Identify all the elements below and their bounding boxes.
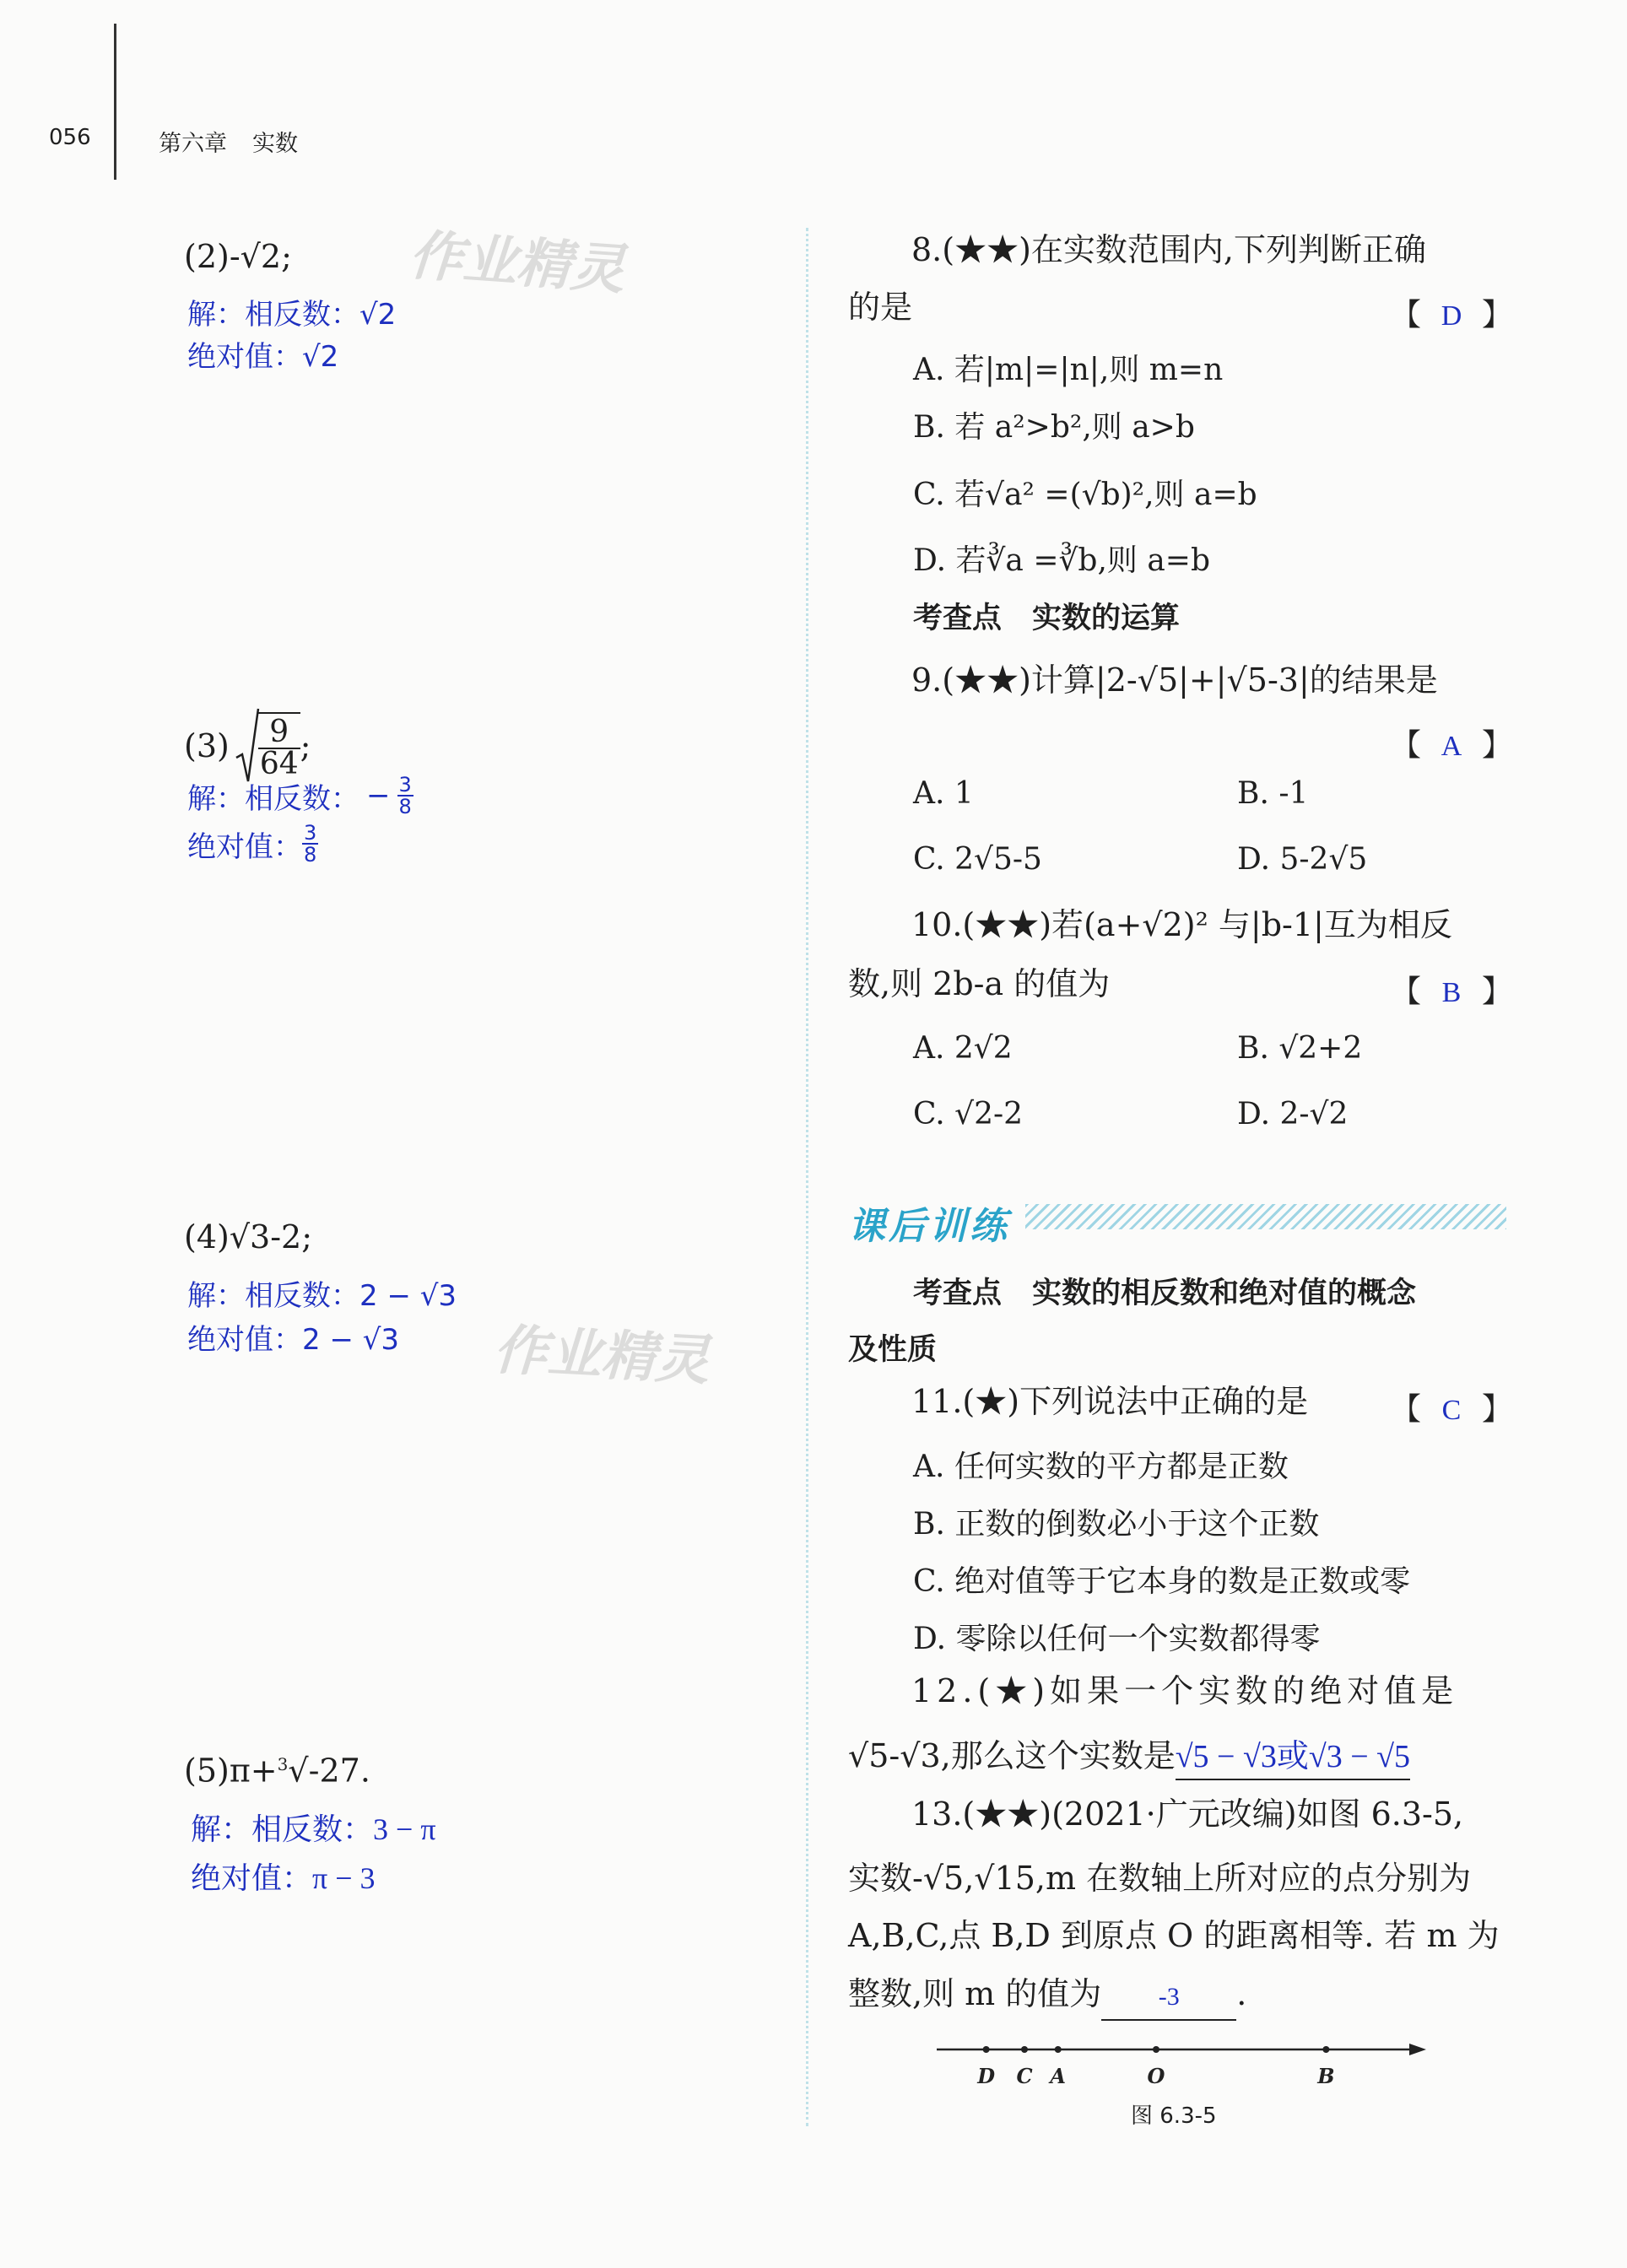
q10-option-a: A. 2√2: [913, 1031, 1013, 1066]
problem-4: (4)√3-2;: [184, 1218, 313, 1256]
q10-option-b: B. √2+2: [1237, 1031, 1363, 1066]
radicand-fraction: $\frac{9}{64}$: [258, 712, 300, 780]
q9-option-b: B. -1: [1237, 776, 1309, 811]
number-line-point-C: [1021, 2046, 1028, 2053]
figure-caption: 图 6.3-5: [1131, 2103, 1217, 2129]
section-heading-operations: 考查点 实数的运算: [913, 602, 1181, 635]
q12-stem-line1: 12.(★)如果一个实数的绝对值是: [911, 1672, 1459, 1709]
problem-3-answer-abs: 绝对值： $\frac{3}{8}$: [187, 821, 317, 867]
q13-answer: -3: [1101, 1975, 1236, 2021]
q8-option-a: A. 若|m|=|n|,则 m=n: [913, 353, 1224, 387]
q10-stem-line1: 10.(★★)若(a+√2)² 与|b-1|互为相反: [911, 906, 1452, 943]
q12-stem-line2: √5-√3,那么这个实数是√5 − √3或√3 − √5: [848, 1734, 1410, 1780]
q11-answer-bracket: 【 C 】: [1391, 1392, 1513, 1427]
q10-option-d: D. 2-√2: [1237, 1097, 1349, 1131]
problem-5-answer-opposite: 解：相反数：3 − π: [191, 1812, 436, 1847]
q9-stem: 9.(★★)计算|2-√5|+|√5-3|的结果是: [911, 662, 1438, 699]
radical-sign: [235, 707, 260, 785]
section-heading-concepts-line2: 及性质: [848, 1333, 938, 1367]
problem-3-answer-opposite: 解：相反数： − $\frac{3}{8}$: [187, 773, 412, 818]
number-line-label-D: D: [977, 2064, 996, 2088]
banner-hatching: [1025, 1204, 1506, 1229]
q8-answer-bracket: 【 D 】: [1391, 298, 1513, 332]
number-line-point-B: [1322, 2046, 1329, 2053]
q10-answer-bracket: 【 B 】: [1391, 975, 1513, 1009]
number-line-figure: [937, 2029, 1443, 2105]
number-line-label-B: B: [1317, 2064, 1335, 2088]
problem-5-answer-abs: 绝对值：π − 3: [191, 1861, 376, 1896]
q11-stem: 11.(★)下列说法中正确的是: [911, 1383, 1309, 1420]
problem-4-answer-abs: 绝对值：2 − √3: [187, 1323, 400, 1357]
number-line-point-D: [983, 2046, 990, 2053]
q9-answer-bracket: 【 A 】: [1391, 728, 1513, 763]
q13-stem-line2: 实数-√5,√15,m 在数轴上所对应的点分别为: [848, 1860, 1472, 1897]
watermark: 作业精灵: [491, 1319, 711, 1393]
q13-stem-line4: 整数,则 m 的值为 -3 .: [848, 1972, 1246, 2021]
chapter-number: 第六章: [159, 131, 227, 157]
number-line-label-C: C: [1016, 2064, 1033, 2088]
q8-stem-line2: 的是: [848, 289, 913, 326]
number-line-point-A: [1055, 2046, 1062, 2053]
chapter-title: 实数: [252, 131, 298, 157]
q8-option-b: B. 若 a²>b²,则 a>b: [913, 410, 1195, 445]
q12-answer: √5 − √3或√3 − √5: [1176, 1735, 1410, 1780]
number-line-point-O: [1153, 2046, 1159, 2053]
chapter-label: [159, 125, 298, 158]
q9-option-c: C. 2√5-5: [913, 842, 1042, 877]
practice-banner: [848, 1194, 1506, 1248]
practice-banner-title: 课后训练: [848, 1205, 1010, 1248]
problem-4-answer-opposite: 解：相反数：2 − √3: [187, 1279, 457, 1313]
ghost-text: [118, 1034, 127, 1067]
q13-stem-line1: 13.(★★)(2021·广元改编)如图 6.3-5,: [911, 1796, 1464, 1833]
page-number: 056: [49, 125, 91, 150]
q11-option-c: C. 绝对值等于它本身的数是正数或零: [913, 1564, 1411, 1599]
problem-3: (3) $\frac{9}{64}$ ;: [184, 707, 311, 785]
q8-option-d: D. 若∛a =∛b,则 a=b: [913, 543, 1211, 578]
problem-2: (2)-√2;: [184, 238, 292, 275]
q9-option-d: D. 5-2√5: [1237, 842, 1368, 877]
watermark: 作业精灵: [407, 224, 627, 302]
problem-5: (5)π+$^3$√-27.: [184, 1752, 370, 1790]
q8-stem-line1: 8.(★★)在实数范围内,下列判断正确: [911, 231, 1426, 268]
column-divider: [806, 228, 808, 2126]
header-rule: [114, 24, 116, 180]
q9-option-a: A. 1: [913, 776, 974, 811]
section-heading-concepts: 考查点 实数的相反数和绝对值的概念: [913, 1277, 1417, 1310]
problem-2-answer-abs: 绝对值：√2: [187, 340, 339, 374]
q10-stem-line2: 数,则 2b-a 的值为: [848, 965, 1111, 1002]
q11-option-a: A. 任何实数的平方都是正数: [913, 1450, 1289, 1484]
problem-2-answer-opposite: 解：相反数：√2: [187, 298, 397, 332]
number-line-label-O: O: [1147, 2064, 1165, 2088]
q8-option-c: C. 若√a² =(√b)²,则 a=b: [913, 478, 1257, 512]
number-line-label-A: A: [1050, 2064, 1067, 2088]
q13-stem-line3: A,B,C,点 B,D 到原点 O 的距离相等. 若 m 为: [848, 1917, 1500, 1954]
q11-option-b: B. 正数的倒数必小于这个正数: [913, 1507, 1320, 1542]
q10-option-c: C. √2-2: [913, 1097, 1024, 1131]
q11-option-d: D. 零除以任何一个实数都得零: [913, 1622, 1321, 1656]
